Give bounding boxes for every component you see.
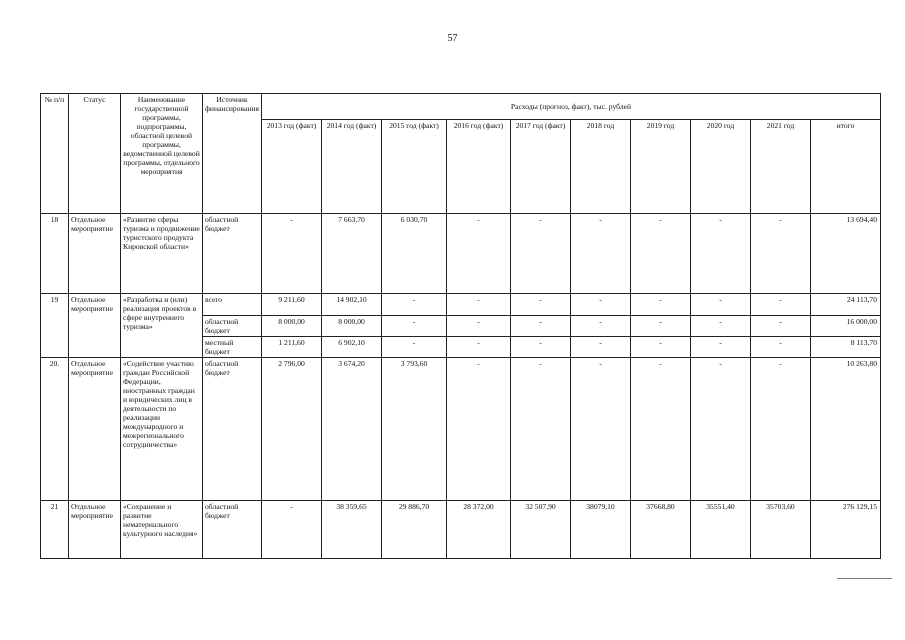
row-value: - — [382, 337, 447, 358]
row-name: «Разработка и (или) реализация проектов в сфере внутреннего туризма» — [121, 294, 203, 358]
row-value: 6 030,70 — [382, 214, 447, 294]
row-value: - — [447, 337, 511, 358]
row-value: - — [262, 501, 322, 559]
row-value: - — [631, 316, 691, 337]
row-value: - — [511, 214, 571, 294]
row-total: 24 113,70 — [811, 294, 881, 316]
row-value: - — [751, 316, 811, 337]
row-number: 21 — [41, 501, 69, 559]
row-value: 3 674,20 — [322, 358, 382, 501]
row-value: - — [511, 337, 571, 358]
row-value: - — [571, 294, 631, 316]
row-source: областной бюджет — [203, 316, 262, 337]
row-value: 37668,80 — [631, 501, 691, 559]
footer-rule — [837, 578, 892, 579]
row-total: 276 129,15 — [811, 501, 881, 559]
row-value: 9 211,60 — [262, 294, 322, 316]
row-value: - — [631, 294, 691, 316]
row-value: - — [447, 214, 511, 294]
row-value: 35703,60 — [751, 501, 811, 559]
expenses-table — [40, 93, 881, 559]
row-value: 38079,10 — [571, 501, 631, 559]
row-value: 8 000,00 — [262, 316, 322, 337]
row-value: - — [511, 294, 571, 316]
row-name: «Содействие участию граждан Российской Федерации, иностранных граждан и юридических лиц в деятельности по реализации международного и межрегионального сотрудничества» — [121, 358, 203, 501]
header-year-2013: 2013 год (факт) — [262, 120, 322, 214]
row-source: всего — [203, 294, 262, 316]
row-value: - — [447, 358, 511, 501]
header-total: итого — [811, 120, 881, 214]
row-value: - — [751, 294, 811, 316]
row-value: 8 000,00 — [322, 316, 382, 337]
header-year-2016: 2016 год (факт) — [447, 120, 511, 214]
page-number: 57 — [447, 33, 458, 44]
header-no: № п/п — [41, 94, 69, 214]
row-value: - — [382, 294, 447, 316]
row-value: - — [751, 214, 811, 294]
row-value: - — [511, 358, 571, 501]
header-status: Статус — [69, 94, 121, 214]
row-value: 29 886,70 — [382, 501, 447, 559]
row-name: «Сохранение и развитие нематериального культурного наследия» — [121, 501, 203, 559]
row-value: - — [571, 214, 631, 294]
header-year-2020: 2020 год — [691, 120, 751, 214]
row-number: 19 — [41, 294, 69, 358]
header-year-2018: 2018 год — [571, 120, 631, 214]
row-source: местный бюджет — [203, 337, 262, 358]
row-source: областной бюджет — [203, 358, 262, 501]
header-source: Источник финансирования — [203, 94, 262, 214]
row-value: - — [571, 358, 631, 501]
row-value: - — [511, 316, 571, 337]
row-value: 7 663,70 — [322, 214, 382, 294]
row-value: 32 507,90 — [511, 501, 571, 559]
header-year-2015: 2015 год (факт) — [382, 120, 447, 214]
row-total: 10 263,80 — [811, 358, 881, 501]
table-row — [41, 501, 881, 559]
row-value: - — [631, 214, 691, 294]
row-value: 2 796,00 — [262, 358, 322, 501]
header-expenses: Расходы (прогноз, факт), тыс. рублей — [262, 94, 881, 120]
row-value: - — [691, 358, 751, 501]
row-value: - — [691, 316, 751, 337]
table-row — [41, 294, 881, 316]
row-value: - — [262, 214, 322, 294]
row-number: 18 — [41, 214, 69, 294]
row-value: - — [751, 358, 811, 501]
row-value: 35551,40 — [691, 501, 751, 559]
row-value: 14 902,10 — [322, 294, 382, 316]
row-value: - — [691, 294, 751, 316]
header-year-2019: 2019 год — [631, 120, 691, 214]
header-year-2021: 2021 год — [751, 120, 811, 214]
header-row — [41, 94, 881, 120]
row-value: - — [447, 294, 511, 316]
row-value: - — [571, 337, 631, 358]
row-value: - — [571, 316, 631, 337]
row-value: - — [447, 316, 511, 337]
header-year-2017: 2017 год (факт) — [511, 120, 571, 214]
row-value: - — [751, 337, 811, 358]
row-total: 16 000,00 — [811, 316, 881, 337]
row-status: Отдельное мероприятие — [69, 214, 121, 294]
header-name: Наименование государственной программы, подпрограммы, областной целевой программы, ведомственной целевой программы, отдельного мероприятия — [121, 94, 203, 214]
row-value: - — [691, 337, 751, 358]
row-total: 13 694,40 — [811, 214, 881, 294]
row-source: областной бюджет — [203, 214, 262, 294]
table-row — [41, 214, 881, 294]
row-total: 8 113,70 — [811, 337, 881, 358]
row-value: 1 211,60 — [262, 337, 322, 358]
row-value: 6 902,10 — [322, 337, 382, 358]
row-value: 38 359,65 — [322, 501, 382, 559]
row-status: Отдельное мероприятие — [69, 294, 121, 358]
row-value: - — [631, 337, 691, 358]
row-source: областной бюджет — [203, 501, 262, 559]
table-row — [41, 358, 881, 501]
row-number: 20. — [41, 358, 69, 501]
row-value: - — [691, 214, 751, 294]
row-name: «Развитие сферы туризма и продвижение туристского продукта Кировской области» — [121, 214, 203, 294]
row-value: 28 372,00 — [447, 501, 511, 559]
row-value: - — [631, 358, 691, 501]
header-year-2014: 2014 год (факт) — [322, 120, 382, 214]
row-value: - — [382, 316, 447, 337]
row-status: Отдельное мероприятие — [69, 358, 121, 501]
row-status: Отдельное мероприятие — [69, 501, 121, 559]
row-value: 3 793,60 — [382, 358, 447, 501]
